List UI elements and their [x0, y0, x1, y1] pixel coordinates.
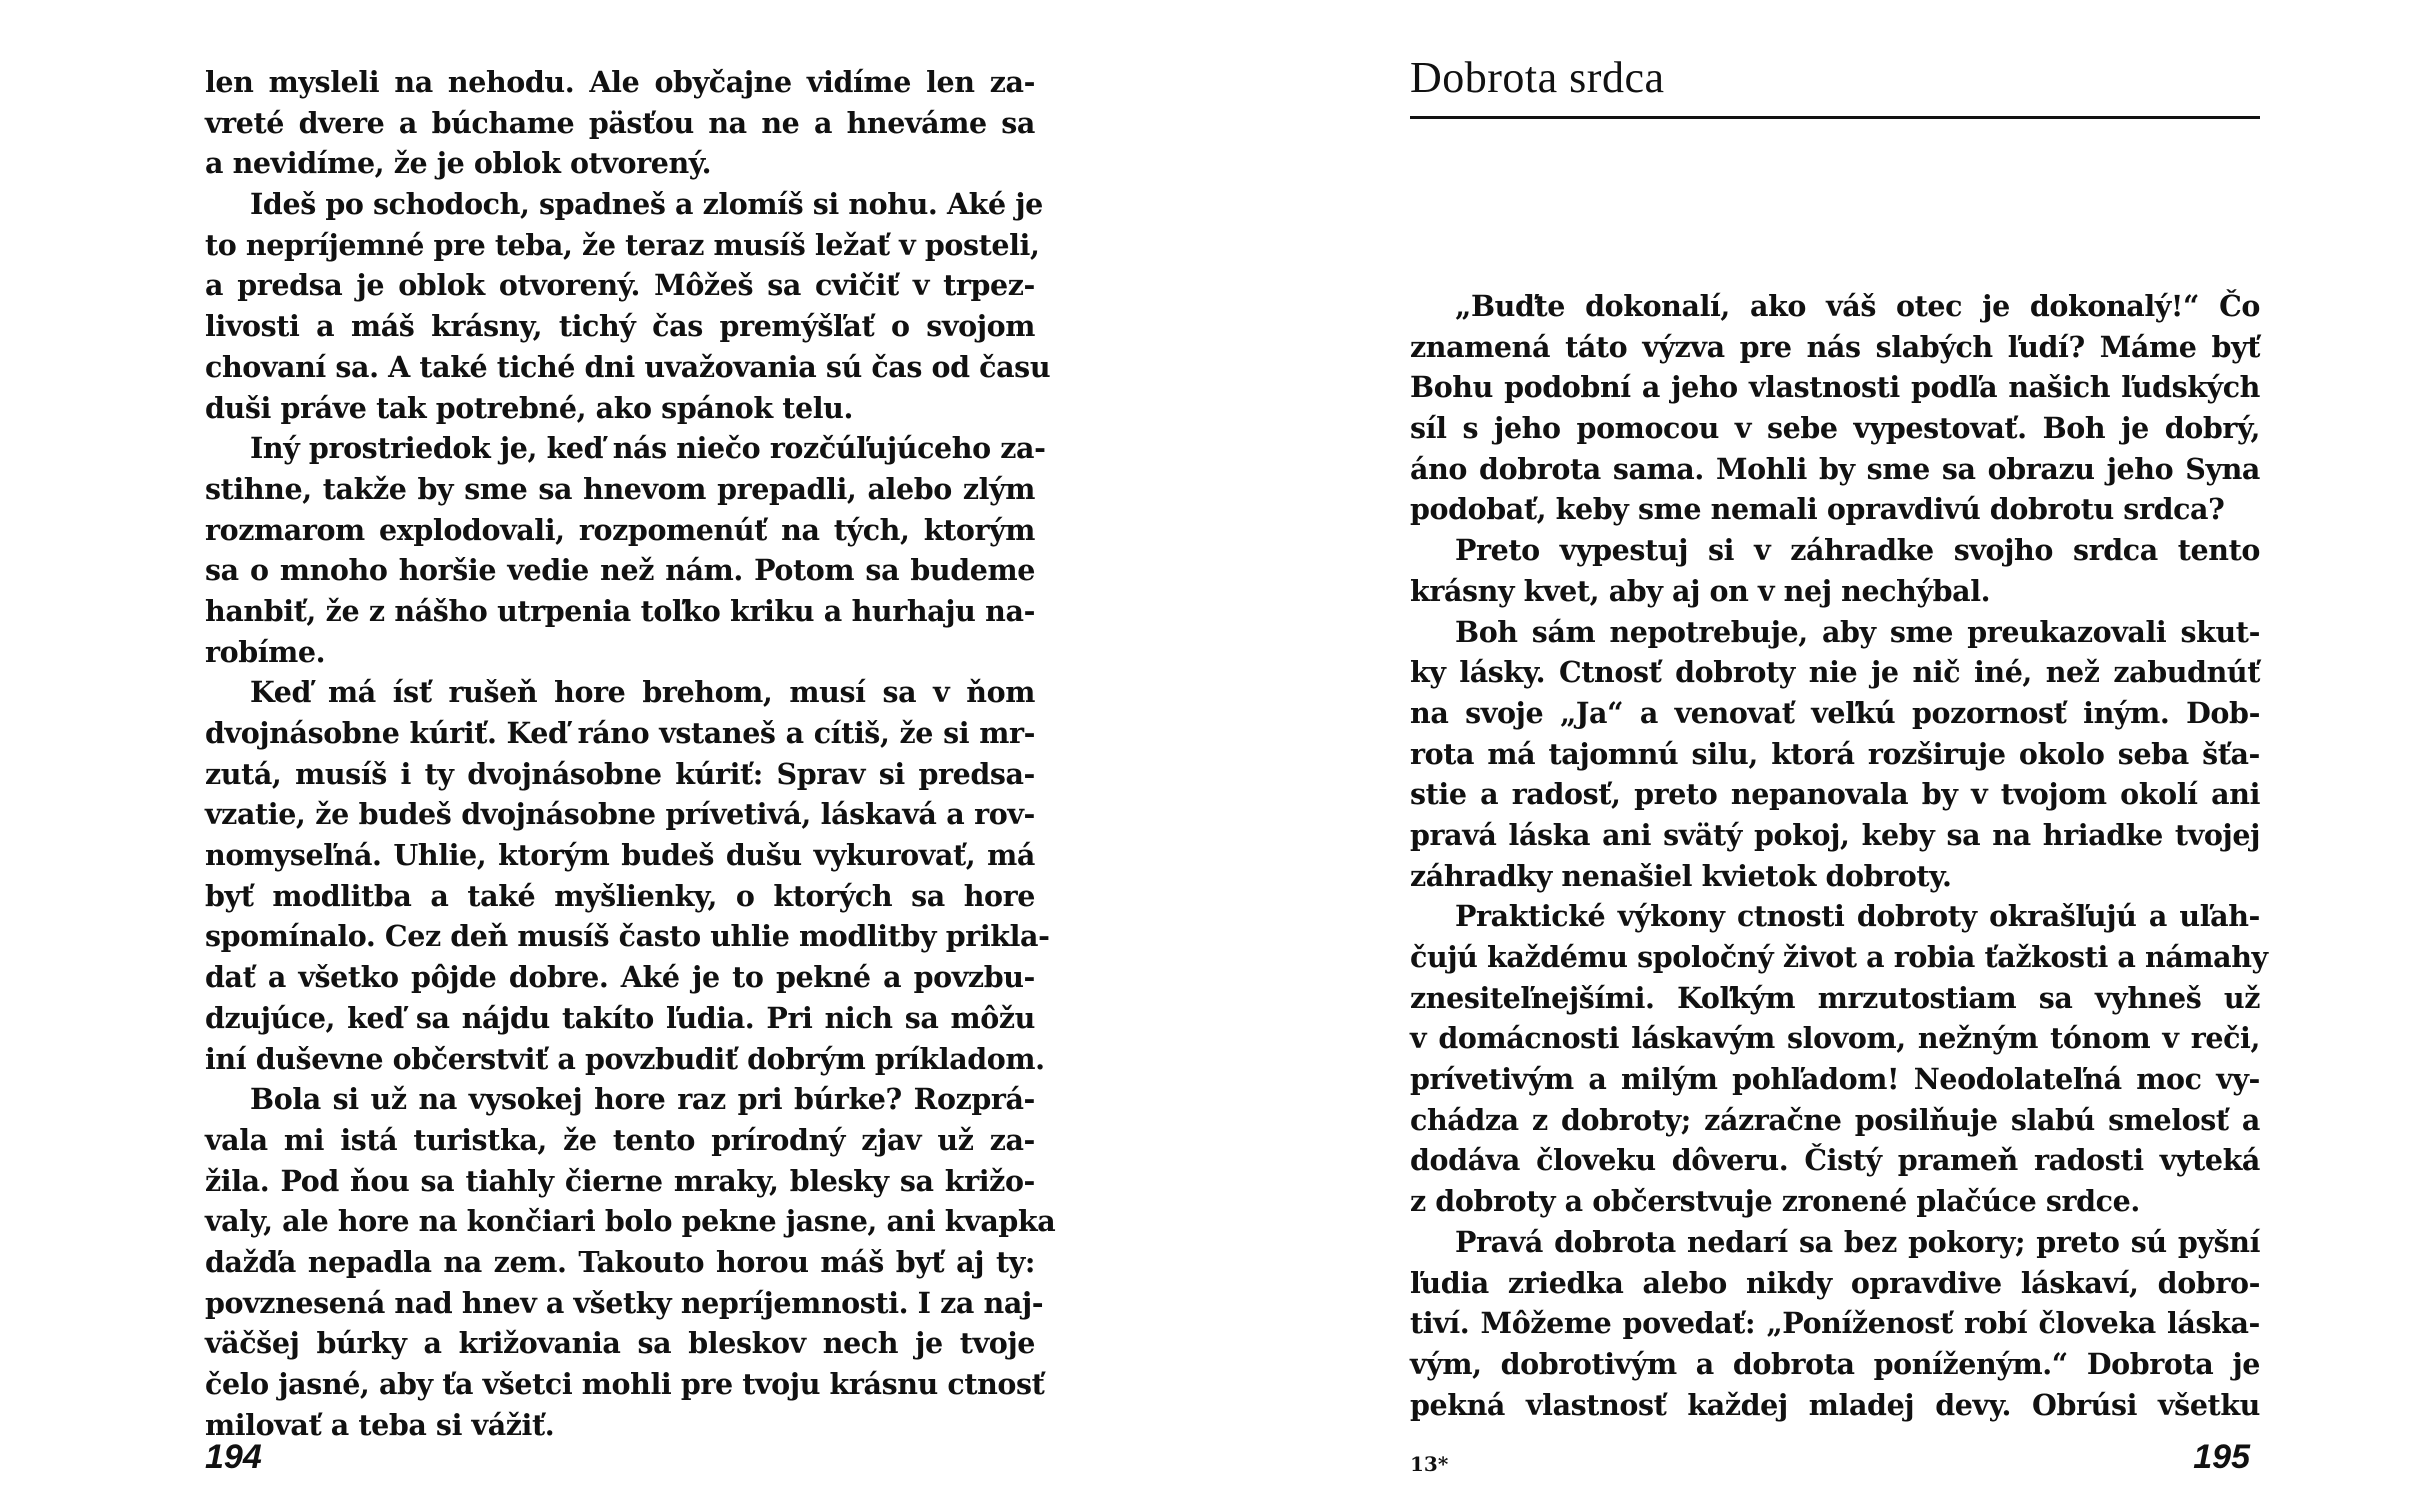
text-line: tiví. Môžeme povedať: „Poníženosť robí človeka láska-: [1410, 1306, 2260, 1341]
text-line: pravá láska ani svätý pokoj, keby sa na hriadke tvojej: [1410, 817, 2260, 852]
text-line: ky lásky. Ctnosť dobroty nie je nič iné, než zabudnúť: [1410, 655, 2260, 690]
right-page-body: [1410, 286, 2268, 1425]
text-line: pekná vlastnosť každej mladej devy. Obrúsi všetku: [1410, 1387, 2260, 1422]
text-line: záhradky nenašiel kvietok dobroty.: [1410, 858, 1952, 893]
text-line: Praktické výkony ctnosti dobroty okrašľujú a uľah-: [1455, 899, 2260, 934]
text-line: v domácnosti láskavým slovom, nežným tónom v reči,: [1410, 1021, 2260, 1056]
text-line: Bohu podobní a jeho vlastnosti podľa našich ľudských: [1410, 370, 2260, 405]
text-line: len mysleli na nehodu. Ale obyčajne vidíme len za-: [205, 65, 1035, 99]
text-line: dažďa nepadla na zem. Takouto horou máš byť aj ty:: [205, 1244, 1035, 1279]
text-line: podobať, keby sme nemali opravdivú dobrotu srdca?: [1410, 492, 2225, 527]
text-line: dať a všetko pôjde dobre. Aké je to pekné a povzbu-: [205, 960, 1035, 995]
text-line: valy, ale hore na končiari bolo pekne jasne, ani kvapka: [205, 1204, 1056, 1239]
text-line: dodáva človeku dôveru. Čistý prameň radosti vyteká: [1410, 1143, 2260, 1178]
left-page: [205, 0, 1056, 1500]
text-line: väčšej búrky a križovania sa bleskov nech je tvoje: [205, 1326, 1035, 1361]
left-page-number: 194: [205, 1438, 262, 1476]
title-rule-divider: [1410, 116, 2260, 119]
text-line: prívetivým a milým pohľadom! Neodolateľná moc vy-: [1410, 1062, 2260, 1097]
text-line: žila. Pod ňou sa tiahly čierne mraky, blesky sa križo-: [205, 1163, 1035, 1198]
text-line: chádza z dobroty; zázračne posilňuje slabú smelosť a: [1410, 1102, 2260, 1137]
text-line: z dobroty a občerstvuje zronené plačúce srdce.: [1410, 1184, 2140, 1219]
text-line: sa o mnoho horšie vedie než nám. Potom sa budeme: [205, 553, 1035, 588]
text-line: rota má tajomnú silu, ktorá rozširuje okolo seba šťa-: [1410, 736, 2260, 771]
text-line: Preto vypestuj si v záhradke svojho srdca tento: [1455, 533, 2260, 568]
text-line: to nepríjemné pre teba, že teraz musíš ležať v posteli,: [205, 227, 1040, 262]
text-line: iní duševne občerstviť a povzbudiť dobrým príkladom.: [205, 1041, 1045, 1076]
text-line: duši práve tak potrebné, ako spánok telu.: [205, 390, 853, 425]
text-line: dvojnásobne kúriť. Keď ráno vstaneš a cítiš, že si mr-: [205, 716, 1035, 750]
text-line: Ideš po schodoch, spadneš a zlomíš si nohu. Aké je: [250, 187, 1043, 222]
text-line: krásny kvet, aby aj on v nej nechýbal.: [1410, 573, 1991, 608]
text-line: a predsa je oblok otvorený. Môžeš sa cvičiť v trpez-: [205, 268, 1035, 303]
text-line: Boh sám nepotrebuje, aby sme preukazovali skut-: [1455, 614, 2260, 649]
text-line: vala mi istá turistka, že tento prírodný zjav už za-: [205, 1122, 1035, 1157]
text-line: „Buďte dokonalí, ako váš otec je dokonalý!“ Čo: [1455, 289, 2260, 323]
text-line: znesiteľnejšími. Koľkým mrzutostiam sa vyhneš už: [1410, 980, 2260, 1015]
text-line: byť modlitba a také myšlienky, o ktorých sa hore: [205, 878, 1035, 913]
text-line: čelo jasné, aby ťa všetci mohli pre tvoju krásnu ctnosť: [205, 1367, 1045, 1401]
text-line: stie a radosť, preto nepanovala by v tvojom okolí ani: [1410, 777, 2260, 812]
right-page: [1410, 0, 2268, 1500]
text-line: hanbiť, že z nášho utrpenia toľko kriku a hurhaju na-: [205, 593, 1035, 628]
text-line: stihne, takže by sme sa hnevom prepadli, alebo zlým: [205, 471, 1035, 506]
text-line: vreté dvere a búchame päsťou na ne a hneváme sa: [205, 105, 1035, 140]
text-line: vzatie, že budeš dvojnásobne prívetivá, láskavá a rov-: [205, 797, 1035, 832]
text-line: znamená táto výzva pre nás slabých ľudí? Máme byť: [1410, 329, 2260, 364]
text-line: Iný prostriedok je, keď nás niečo rozčúľujúceho za-: [250, 431, 1046, 466]
text-line: zutá, musíš i ty dvojnásobne kúriť: Sprav si predsa-: [205, 756, 1035, 791]
text-line: robíme.: [205, 634, 326, 669]
text-line: čujú každému spoločný život a robia ťažkosti a námahy: [1410, 940, 2268, 974]
text-line: rozmarom explodovali, rozpomenúť na tých, ktorým: [205, 512, 1035, 547]
text-line: áno dobrota sama. Mohli by sme sa obrazu jeho Syna: [1410, 451, 2260, 486]
text-line: dzujúce, keď sa nájdu takíto ľudia. Pri nich sa môžu: [205, 1000, 1035, 1035]
text-line: livosti a máš krásny, tichý čas premýšľať o svojom: [205, 309, 1035, 344]
text-line: spomínalo. Cez deň musíš často uhlie modlitby prikla-: [205, 919, 1050, 954]
signature-mark: 13*: [1410, 1452, 1449, 1476]
left-page-body: [205, 62, 1056, 1445]
text-line: síl s jeho pomocou v sebe vypestovať. Boh je dobrý,: [1410, 411, 2260, 446]
chapter-title: Dobrota srdca: [1410, 53, 1665, 102]
text-line: a nevidíme, že je oblok otvorený.: [205, 146, 712, 181]
text-line: povznesená nad hnev a všetky nepríjemnosti. I za naj-: [205, 1285, 1044, 1320]
text-line: milovať a teba si vážiť.: [205, 1407, 555, 1442]
text-line: ľudia zriedka alebo nikdy opravdive láskaví, dobro-: [1410, 1265, 2260, 1300]
text-line: vým, dobrotivým a dobrota poníženým.“ Dobrota je: [1410, 1346, 2260, 1381]
text-line: na svoje „Ja“ a venovať veľkú pozornosť iným. Dob-: [1410, 695, 2260, 730]
text-line: Pravá dobrota nedarí sa bez pokory; preto sú pyšní: [1455, 1224, 2260, 1259]
text-line: Bola si už na vysokej hore raz pri búrke? Rozprá-: [250, 1082, 1035, 1117]
right-page-number: 195: [2193, 1438, 2250, 1476]
text-line: nomyseľná. Uhlie, ktorým budeš dušu vykurovať, má: [205, 838, 1035, 873]
text-line: chovaní sa. A také tiché dni uvažovania sú čas od času: [205, 349, 1051, 384]
text-line: Keď má ísť rušeň hore brehom, musí sa v ňom: [250, 675, 1035, 710]
